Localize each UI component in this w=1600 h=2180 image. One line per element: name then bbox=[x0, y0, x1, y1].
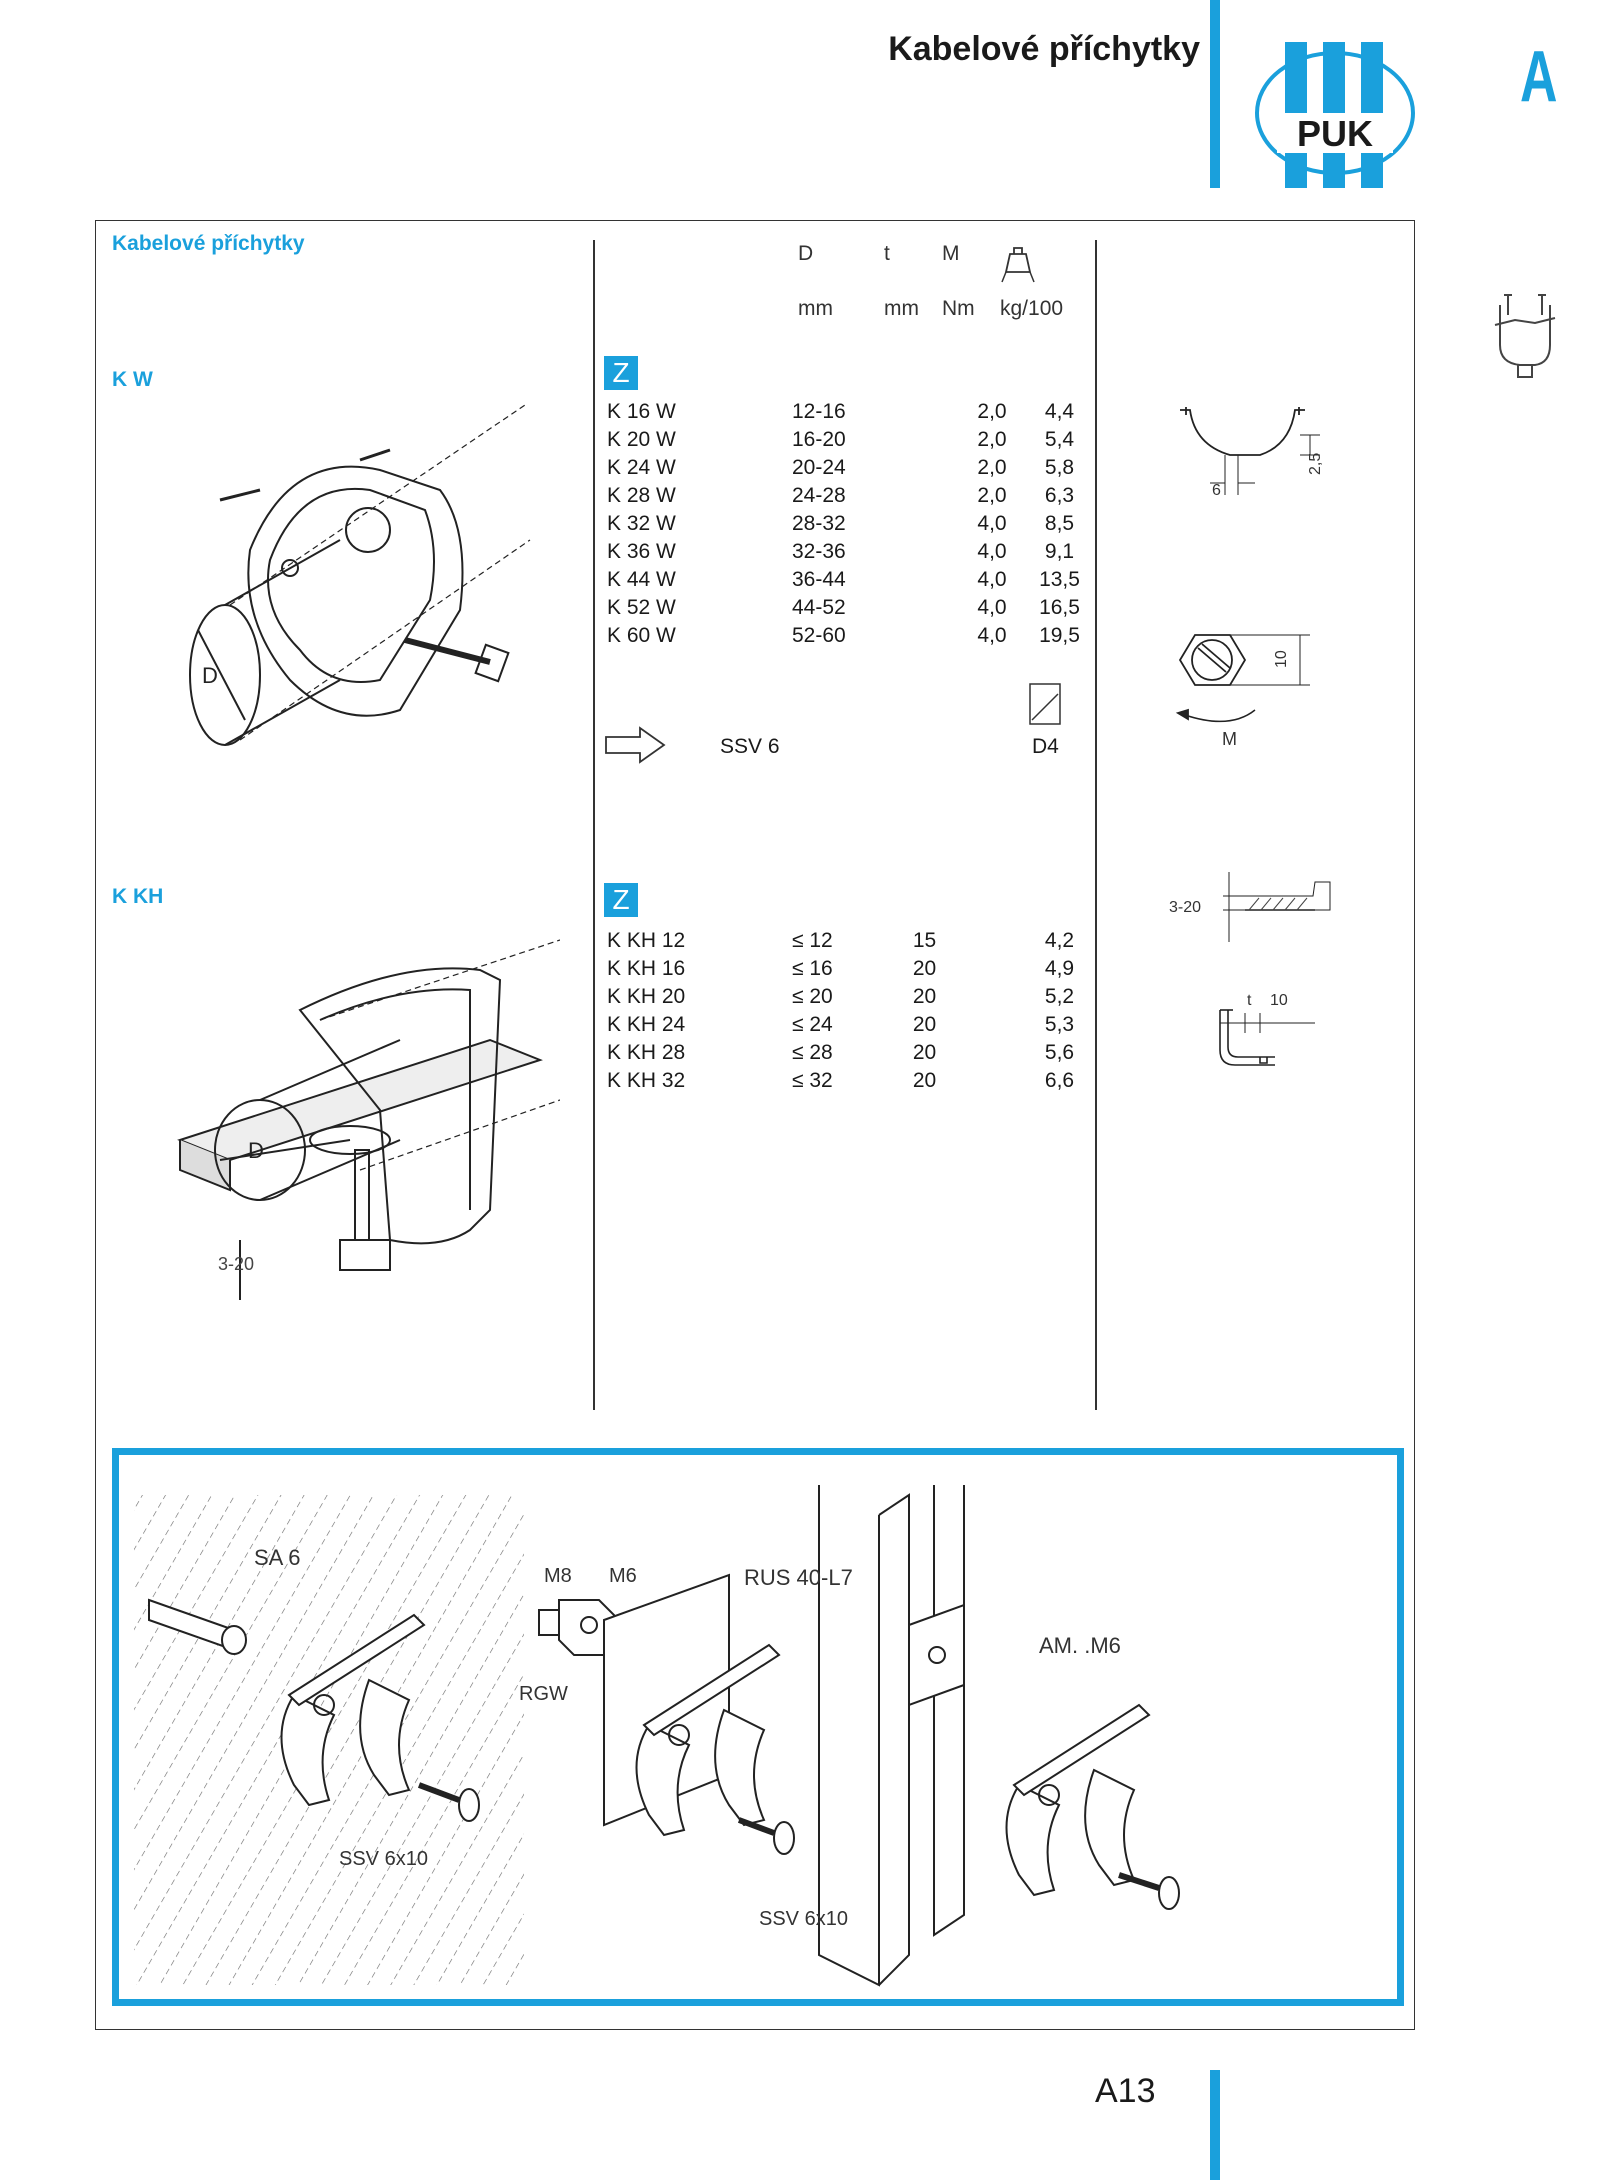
kkh-table-row-cell: K KH 24 bbox=[607, 1013, 686, 1036]
kw-d-label: D bbox=[202, 663, 218, 688]
kw-table-row-cell: K 28 W bbox=[607, 484, 676, 507]
col-header-m: M bbox=[942, 242, 960, 265]
label-am-m6: AM. .M6 bbox=[1039, 1633, 1121, 1658]
kw-label: K W bbox=[112, 368, 153, 391]
col-unit-d: mm bbox=[798, 297, 833, 320]
kw-table-row bbox=[607, 622, 1097, 650]
kkh-range-label: 3-20 bbox=[218, 1254, 255, 1274]
kkh-table-row-cell: 20 bbox=[912, 1041, 937, 1064]
kkh-table-row-cell: K KH 12 bbox=[607, 929, 686, 952]
col-header-d: D bbox=[798, 242, 814, 265]
kkh-table-row-cell: 5,2 bbox=[1044, 985, 1075, 1008]
kw-table-row-cell: 24-28 bbox=[792, 484, 846, 507]
kkh-table-row-cell: K KH 28 bbox=[607, 1041, 686, 1064]
kkh-table-row-cell: ≤ 16 bbox=[792, 957, 833, 980]
kkh-table-row-cell: ≤ 12 bbox=[792, 929, 833, 952]
kw-table-row bbox=[607, 566, 1097, 594]
kw-table-row-cell: 4,0 bbox=[977, 596, 1007, 619]
header-divider-bar bbox=[1210, 0, 1220, 188]
section-heading: Kabelové příchytky bbox=[112, 232, 305, 255]
col-header-t: t bbox=[884, 242, 890, 265]
section-letter: A bbox=[1520, 37, 1558, 117]
kw-table-row-cell bbox=[887, 426, 962, 454]
puk-logo bbox=[1255, 38, 1415, 188]
kw-table-row-cell bbox=[887, 622, 962, 650]
kw-table-row-cell bbox=[887, 398, 962, 426]
kw-table-row-cell: 4,0 bbox=[977, 540, 1007, 563]
kw-table-row bbox=[607, 510, 1097, 538]
kw-table-row-cell: 4,4 bbox=[1044, 400, 1075, 423]
kw-table-row-cell: 2,0 bbox=[977, 484, 1007, 507]
label-rgw: RGW bbox=[519, 1683, 568, 1705]
label-ssv6x10-a: SSV 6x10 bbox=[339, 1848, 428, 1870]
kw-table-row-cell: 52-60 bbox=[792, 624, 846, 647]
kw-table-row-cell bbox=[887, 594, 962, 622]
mounting-options-illustration bbox=[119, 1455, 1397, 1999]
kkh-table-row-cell: K KH 32 bbox=[607, 1069, 686, 1092]
arrow-right-icon bbox=[604, 726, 666, 764]
kw-table-row-cell: 44-52 bbox=[792, 596, 846, 619]
kw-table-row bbox=[607, 482, 1097, 510]
kw-table-row-cell: 4,0 bbox=[977, 624, 1007, 647]
kw-table-row-cell bbox=[887, 510, 962, 538]
kw-table-row bbox=[607, 538, 1097, 566]
kw-table bbox=[607, 398, 1097, 650]
kw-table-row-cell: 2,0 bbox=[977, 400, 1007, 423]
kkh-table-row-cell: ≤ 24 bbox=[792, 1013, 833, 1036]
kkh-table-row-cell: K KH 16 bbox=[607, 957, 686, 980]
kw-height-25: 2,5 bbox=[1307, 452, 1324, 475]
kw-table-row-cell: K 24 W bbox=[607, 456, 676, 479]
kkh-table-row-cell: ≤ 32 bbox=[792, 1069, 833, 1092]
detail-range-label: 3-20 bbox=[1169, 899, 1202, 916]
kkh-table-row bbox=[607, 927, 1097, 955]
kw-table-row-cell: 13,5 bbox=[1039, 568, 1080, 591]
kw-table-row bbox=[607, 398, 1097, 426]
kkh-table-row-cell bbox=[962, 927, 1022, 955]
kw-table-row-cell: 4,0 bbox=[977, 512, 1007, 535]
kkh-table-row-cell: 5,3 bbox=[1044, 1013, 1075, 1036]
kw-table-row-cell: K 52 W bbox=[607, 596, 676, 619]
kkh-table-row-cell: ≤ 28 bbox=[792, 1041, 833, 1064]
kkh-table-row-cell: 4,2 bbox=[1044, 929, 1075, 952]
kw-clip-illustration bbox=[140, 390, 540, 770]
kkh-table-row-cell: 20 bbox=[912, 957, 937, 980]
kw-table-row-cell: K 44 W bbox=[607, 568, 676, 591]
kkh-label: K KH bbox=[112, 885, 164, 908]
kw-table-row bbox=[607, 426, 1097, 454]
kkh-table-row-cell bbox=[962, 1039, 1022, 1067]
kkh-table-row-cell: 20 bbox=[912, 1013, 937, 1036]
kkh-table-row-cell: 20 bbox=[912, 1069, 937, 1092]
accessory-code: D4 bbox=[1032, 735, 1059, 758]
kkh-thickness-detail bbox=[1195, 985, 1345, 1085]
kw-table-row bbox=[607, 454, 1097, 482]
kw-table-row-cell: 19,5 bbox=[1039, 624, 1080, 647]
kkh-table-row-cell: 5,6 bbox=[1044, 1041, 1075, 1064]
kw-table-row-cell bbox=[887, 482, 962, 510]
kw-width-6: 6 bbox=[1212, 482, 1221, 499]
kw-table-row-cell: 32-36 bbox=[792, 540, 846, 563]
kw-table-row-cell: 6,3 bbox=[1044, 484, 1075, 507]
kw-table-row-cell: 16-20 bbox=[792, 428, 846, 451]
kw-table-row-cell: K 32 W bbox=[607, 512, 676, 535]
kkh-clip-illustration bbox=[140, 910, 560, 1350]
kkh-table-row-cell: ≤ 20 bbox=[792, 985, 833, 1008]
kkh-table bbox=[607, 927, 1097, 1095]
kkh-table-row-cell bbox=[962, 1067, 1022, 1095]
page-title: Kabelové příchytky bbox=[888, 30, 1200, 68]
kw-table-row bbox=[607, 594, 1097, 622]
kw-z-badge: Z bbox=[604, 356, 638, 390]
hex-screw-detail bbox=[1170, 620, 1340, 755]
kw-table-row-cell: 5,4 bbox=[1044, 428, 1075, 451]
kw-table-row-cell: 9,1 bbox=[1044, 540, 1075, 563]
label-m8: M8 bbox=[544, 1565, 572, 1587]
kw-table-row-cell bbox=[887, 566, 962, 594]
kkh-range-detail bbox=[1165, 872, 1345, 952]
kkh-table-row-cell: 6,6 bbox=[1044, 1069, 1075, 1092]
kkh-table-row-cell: K KH 20 bbox=[607, 985, 686, 1008]
logo-text: PUK bbox=[1296, 113, 1374, 154]
kw-profile-detail bbox=[1170, 395, 1335, 510]
label-rus: RUS 40-L7 bbox=[744, 1565, 853, 1590]
col-unit-t: mm bbox=[884, 297, 919, 320]
kkh-table-row-cell: 4,9 bbox=[1044, 957, 1075, 980]
col-unit-m: Nm bbox=[942, 297, 975, 320]
col-unit-weight: kg/100 bbox=[1000, 297, 1064, 320]
kkh-table-row bbox=[607, 1067, 1097, 1095]
kw-table-row-cell: 16,5 bbox=[1039, 596, 1080, 619]
kw-table-row-cell: 8,5 bbox=[1044, 512, 1075, 535]
label-ssv6x10-b: SSV 6x10 bbox=[759, 1908, 848, 1930]
kw-table-row-cell: 5,8 bbox=[1044, 456, 1075, 479]
footer-divider-bar bbox=[1210, 2070, 1220, 2180]
kw-table-row-cell bbox=[887, 538, 962, 566]
kkh-d-label: D bbox=[248, 1138, 264, 1163]
kkh-table-row bbox=[607, 1011, 1097, 1039]
drill-icon bbox=[1028, 682, 1062, 726]
weight-icon bbox=[1000, 242, 1036, 284]
label-m6: M6 bbox=[609, 1565, 637, 1587]
kkh-table-row-cell bbox=[962, 955, 1022, 983]
label-sa6: SA 6 bbox=[254, 1545, 301, 1570]
hex-size-10: 10 bbox=[1273, 650, 1290, 668]
kw-table-row-cell: 2,0 bbox=[977, 428, 1007, 451]
kw-table-row-cell: 28-32 bbox=[792, 512, 846, 535]
kkh-table-row bbox=[607, 983, 1097, 1011]
torque-label: M bbox=[1222, 729, 1237, 749]
column-divider-1 bbox=[593, 240, 595, 1410]
kw-table-row-cell: 12-16 bbox=[792, 400, 846, 423]
kw-table-row-cell: 4,0 bbox=[977, 568, 1007, 591]
detail-t-label: t bbox=[1247, 992, 1252, 1009]
kw-table-row-cell: K 20 W bbox=[607, 428, 676, 451]
kkh-table-row-cell bbox=[962, 1011, 1022, 1039]
kkh-table-row-cell bbox=[962, 983, 1022, 1011]
kw-table-row-cell: K 60 W bbox=[607, 624, 676, 647]
kw-table-row-cell: 36-44 bbox=[792, 568, 846, 591]
kw-table-row-cell: 20-24 bbox=[792, 456, 846, 479]
kw-table-row-cell: K 36 W bbox=[607, 540, 676, 563]
clip-thumbnail-icon bbox=[1490, 285, 1560, 380]
kw-table-row-cell: 2,0 bbox=[977, 456, 1007, 479]
kw-table-row-cell: K 16 W bbox=[607, 400, 676, 423]
accessory-name: SSV 6 bbox=[720, 735, 780, 758]
kkh-table-row bbox=[607, 955, 1097, 983]
page-number: A13 bbox=[1095, 2072, 1156, 2110]
kkh-table-row bbox=[607, 1039, 1097, 1067]
kkh-table-row-cell: 20 bbox=[912, 985, 937, 1008]
kkh-z-badge: Z bbox=[604, 883, 638, 917]
detail-t10-label: 10 bbox=[1270, 992, 1288, 1009]
kkh-table-row-cell: 15 bbox=[912, 929, 937, 952]
kw-table-row-cell bbox=[887, 454, 962, 482]
